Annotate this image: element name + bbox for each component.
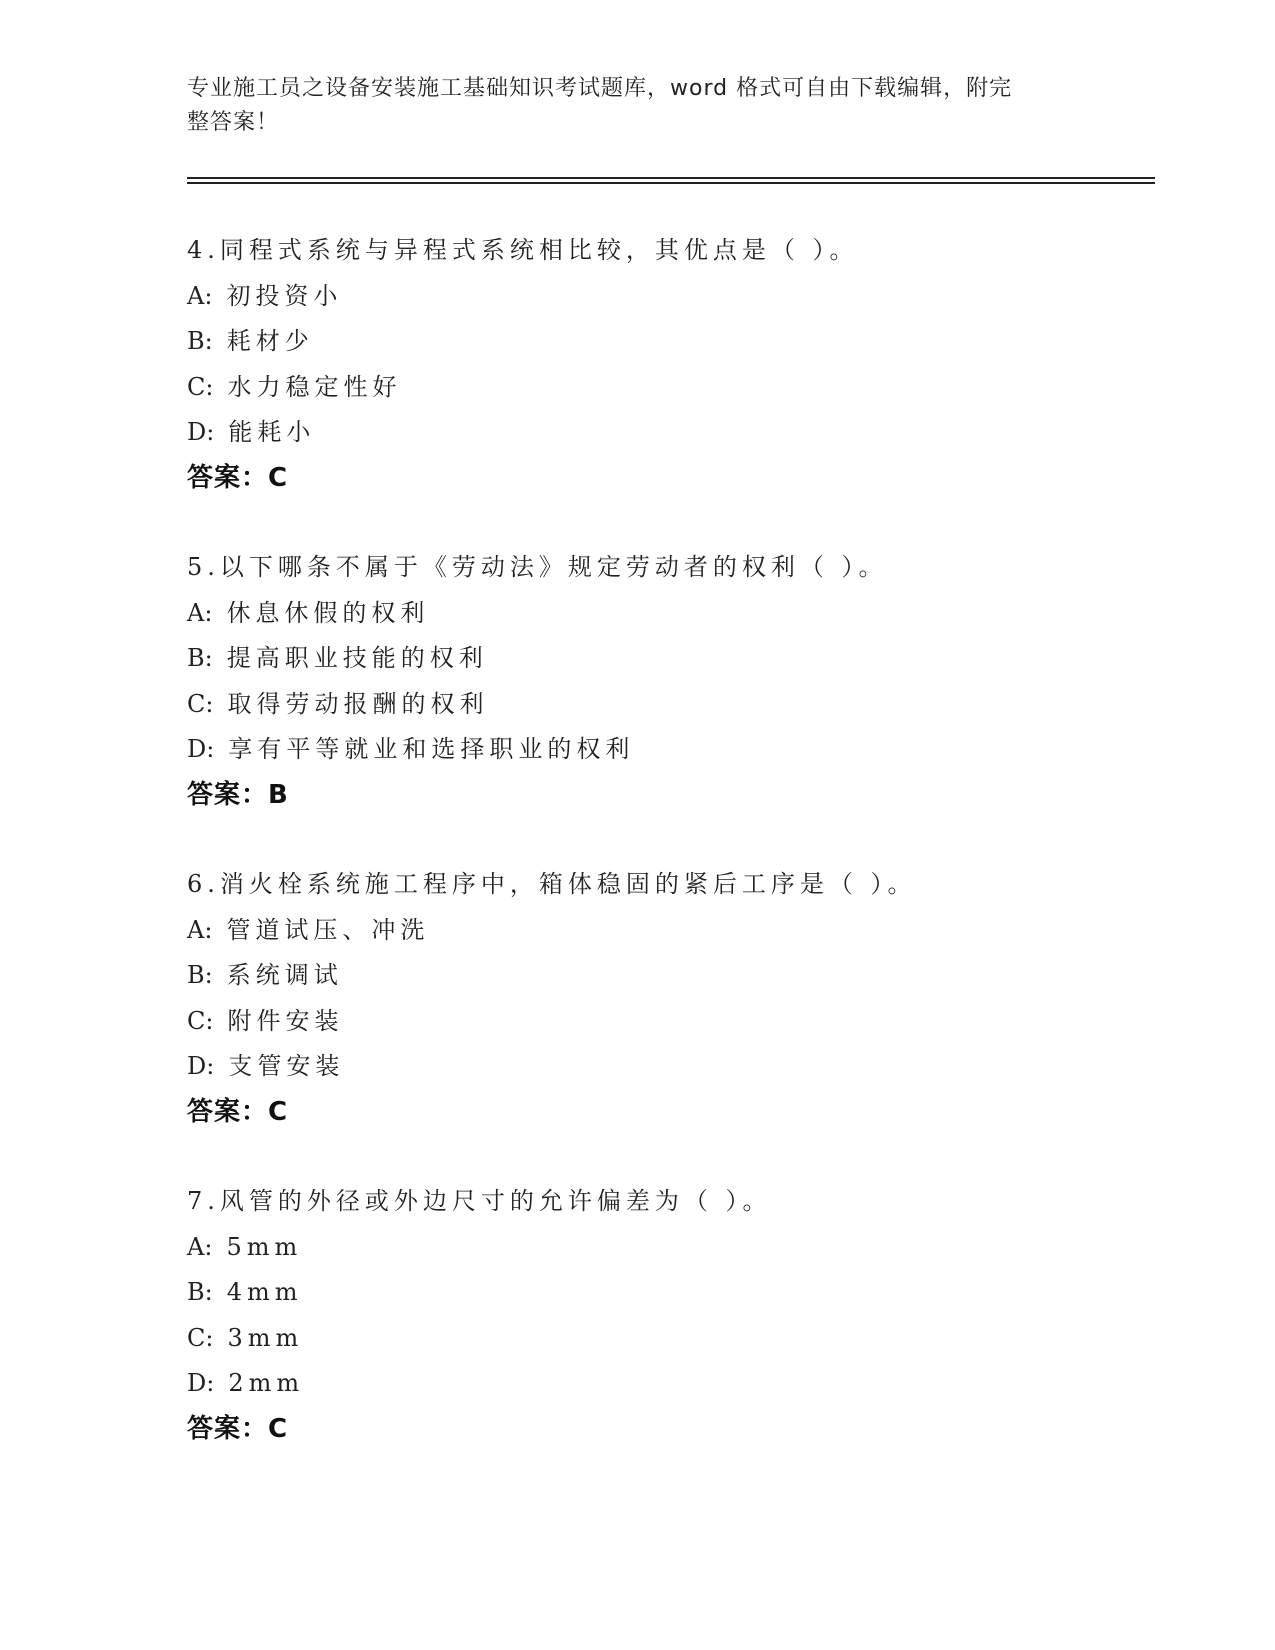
option-c: C: 3mm — [187, 1323, 304, 1352]
option-d: D: 享有平等就业和选择职业的权利 — [187, 735, 635, 763]
header-rule-top — [187, 177, 1155, 179]
header-rule-bottom — [187, 182, 1155, 184]
header-line-2: 整答案！ — [187, 110, 280, 135]
question-stem: 6.消火栓系统施工程序中，箱体稳固的紧后工序是（ ）。 — [187, 870, 917, 898]
question-block-6 — [187, 862, 1147, 1135]
option-a: A: 管道试压、冲洗 — [187, 915, 430, 944]
option-c: C: 附件安装 — [187, 1006, 344, 1035]
option-a: A: 5mm — [187, 1232, 303, 1261]
header-line-1: 专业施工员之设备安装施工基础知识考试题库，word 格式可自由下载编辑，附完 — [187, 76, 1013, 101]
question-stem: 5.以下哪条不属于《劳动法》规定劳动者的权利（ ）。 — [187, 553, 888, 581]
question-stem: 4.同程式系统与异程式系统相比较，其优点是（ ）。 — [187, 236, 859, 264]
option-d: D: 2mm — [187, 1369, 305, 1397]
option-b: B: 系统调试 — [187, 961, 343, 989]
answer-line: 答案：B — [187, 779, 289, 810]
document-header — [187, 72, 1067, 140]
question-block-4 — [187, 228, 1147, 501]
option-a: A: 休息休假的权利 — [187, 598, 430, 627]
question-block-7 — [187, 1179, 1147, 1452]
answer-line: 答案：C — [187, 462, 289, 493]
option-d: D: 能耗小 — [187, 418, 316, 446]
option-b: B: 提高职业技能的权利 — [187, 644, 488, 672]
option-c: C: 取得劳动报酬的权利 — [187, 689, 489, 718]
option-b: B: 4mm — [187, 1278, 303, 1306]
option-c: C: 水力稳定性好 — [187, 372, 402, 401]
question-stem: 7.风管的外径或外边尺寸的允许偏差为（ ）。 — [187, 1187, 772, 1215]
option-b: B: 耗材少 — [187, 327, 314, 355]
question-block-5 — [187, 545, 1147, 818]
option-d: D: 支管安装 — [187, 1052, 345, 1080]
answer-line: 答案：C — [187, 1413, 289, 1444]
option-a: A: 初投资小 — [187, 281, 343, 310]
answer-line: 答案：C — [187, 1096, 289, 1127]
